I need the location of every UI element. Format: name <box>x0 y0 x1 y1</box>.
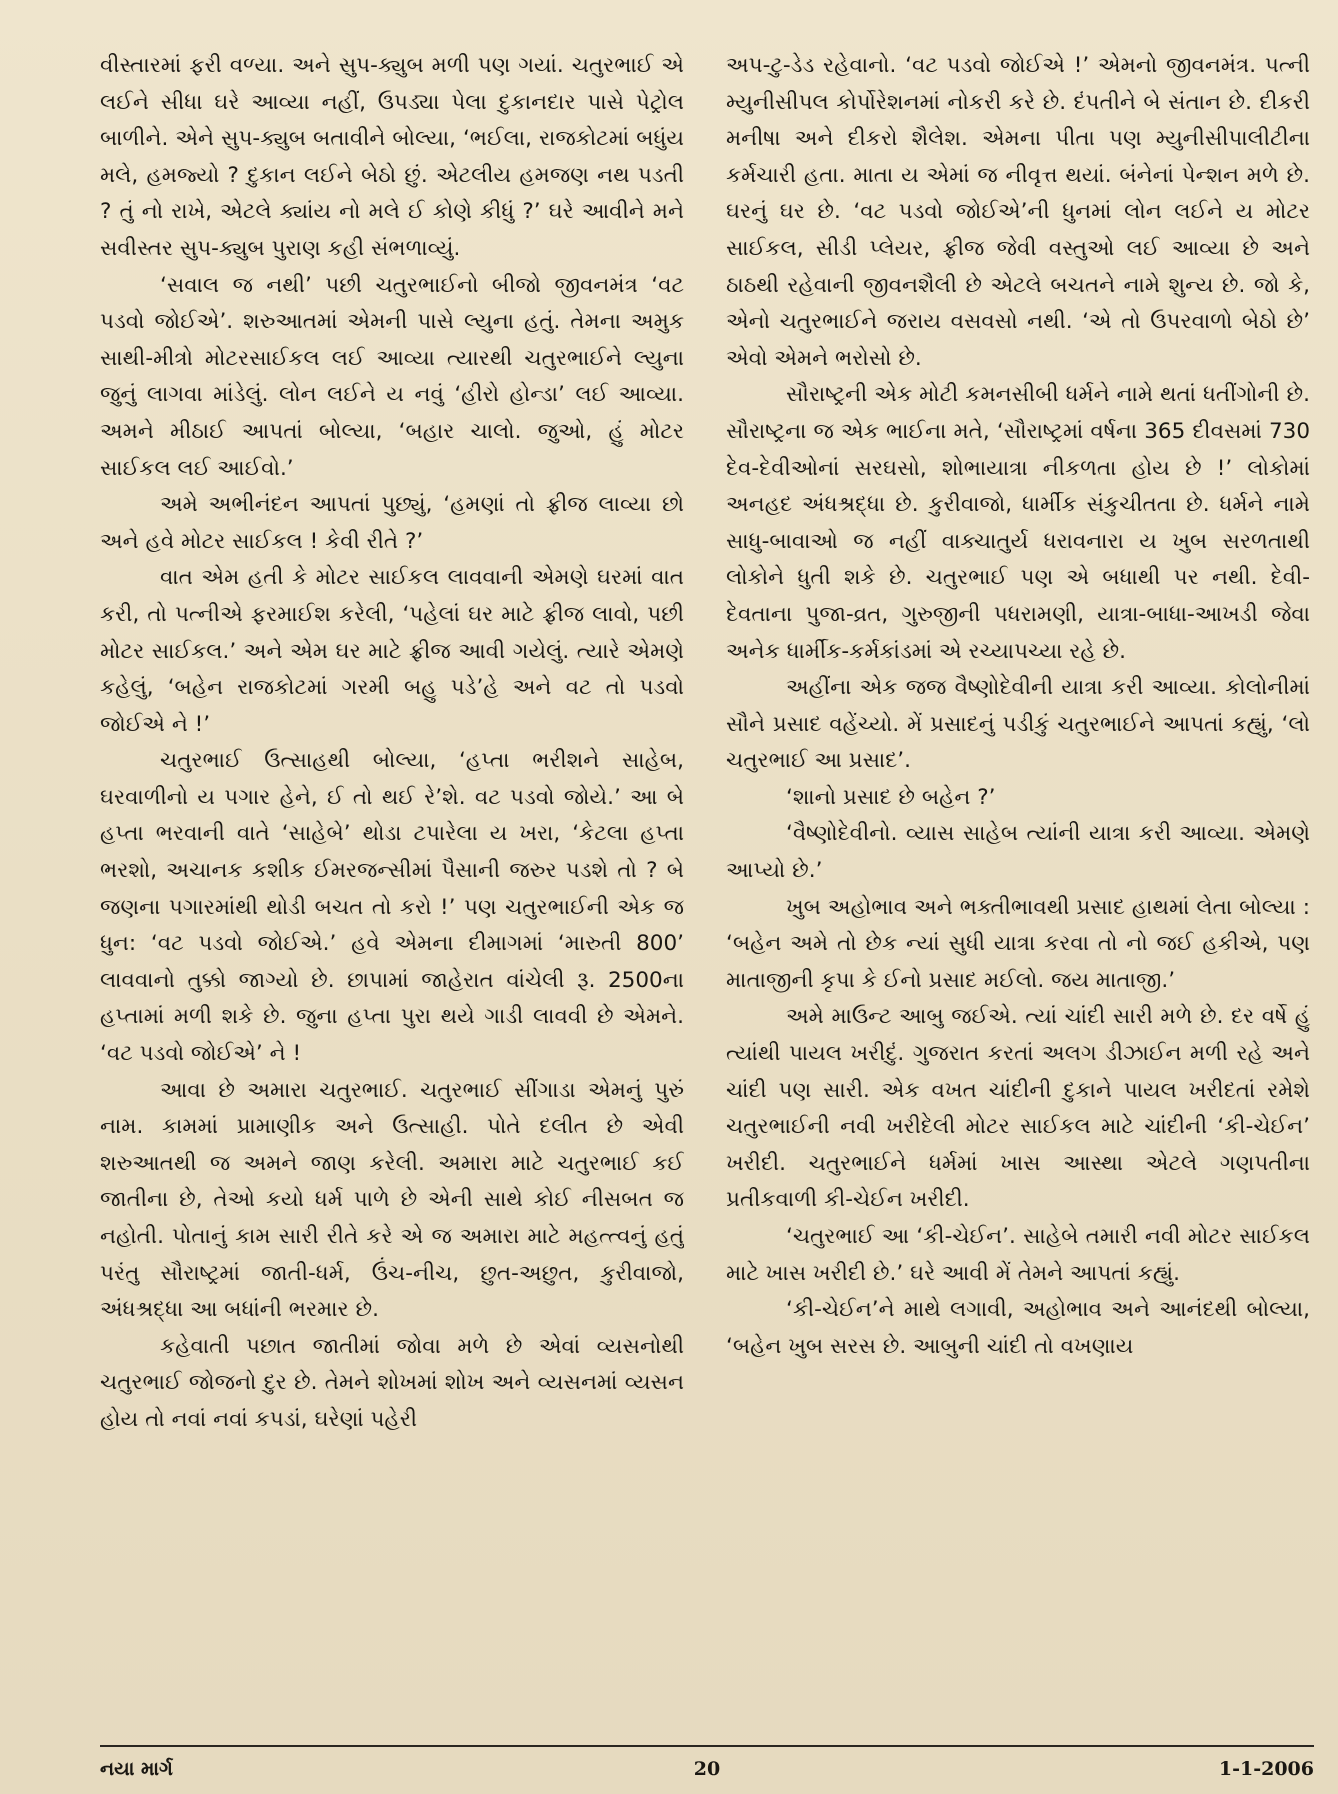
right-column <box>726 48 1310 1728</box>
paragraph: વીસ્તારમાં ફરી વળ્યા. અને સુપ-ક્યુબ મળી પણ ગયાં. ચતુરભાઈ એ લઈને સીધા ઘરે આવ્યા નહીં, ઉપડ્યા પેલા દુકાનદાર પાસે પેટ્રોલ બાળીને. એને સુપ-ક્યુબ બતાવીને બોલ્યા, ‘ભઈલા, રાજકોટમાં બધુંય મલે, હમજ્યો ? દુકાન લઈને બેઠો છું. એટલીય હમજણ નથ પડતી ? તું નો રાખે, એટલે ક્યાંય નો મલે ઈ કોણે કીધું ?’ ઘરે આવીને મને સવીસ્તર સુપ-ક્યુબ પુરાણ કહી સંભળાવ્યું. <box>100 53 684 261</box>
paragraph: સૌરાષ્ટ્રની એક મોટી કમનસીબી ધર્મને નામે થતાં ધતીંગોની છે. સૌરાષ્ટ્રના જ એક ભાઈના મતે, ‘સૌરાષ્ટ્રમાં વર્ષના 365 દીવસમાં 730 દેવ-દેવીઓનાં સરઘસો, શોભાયાત્રા નીકળતા હોય છે !’ લોકોમાં અનહદ અંધશ્રદ્ધા છે. કુરીવાજો, ધાર્મીક સંકુચીતતા છે. ધર્મને નામે સાધુ-બાવાઓ જ નહીં વાક્ચાતુર્ય ધરાવનારા ય ખુબ સરળતાથી લોકોને ધુતી શકે છે. ચતુરભાઈ પણ એ બધાથી પર નથી. દેવી-દેવતાના પુજા-વ્રત, ગુરુજીની પધરામણી, યાત્રા-બાધા-આખડી જેવા અનેક ધાર્મીક-કર્મકાંડમાં એ રચ્યાપચ્યા રહે છે. <box>726 382 1310 664</box>
paragraph: આવા છે અમારા ચતુરભાઈ. ચતુરભાઈ સીંગાડા એમનું પુરું નામ. કામમાં પ્રામાણીક અને ઉત્સાહી. પોતે દલીત છે એવી શરુઆતથી જ અમને જાણ કરેલી. અમારા માટે ચતુરભાઈ કઈ જાતીના છે, તેઓ કયો ધર્મ પાળે છે એની સાથે કોઈ નીસબત જ નહોતી. પોતાનું કામ સારી રીતે કરે એ જ અમારા માટે મહત્ત્વનું હતું પરંતુ સૌરાષ્ટ્રમાં જાતી-ધર્મ, ઉંચ-નીચ, છુત-અછુત, કુરીવાજો, અંધશ્રદ્ધા આ બધાંની ભરમાર છે. <box>100 1077 684 1323</box>
paragraph: ‘સવાલ જ નથી’ પછી ચતુરભાઈનો બીજો જીવનમંત્ર ‘વટ પડવો જોઈએ’. શરુઆતમાં એમની પાસે લ્યુના હતું. તેમના અમુક સાથી-મીત્રો મોટરસાઈકલ લઈ આવ્યા ત્યારથી ચતુરભાઈને લ્યુના જુનું લાગવા માંડેલું. લોન લઈને ય નવું ‘હીરો હોન્ડા’ લઈ આવ્યા. અમને મીઠાઈ આપતાં બોલ્યા, ‘બહાર ચાલો. જુઓ, હું મોટર સાઈકલ લઈ આઈવો.’ <box>100 272 684 481</box>
footer-rule <box>100 1745 1314 1747</box>
paragraph: ચતુરભાઈ ઉત્સાહથી બોલ્યા, ‘હપ્તા ભરીશને સાહેબ, ઘરવાળીનો ય પગાર હેને, ઈ તો થઈ રે’શે. વટ પડવો જોયે.’ આ બે હપ્તા ભરવાની વાતે ‘સાહેબે’ થોડા ટપારેલા ય ખરા, ‘કેટલા હપ્તા ભરશો, અચાનક કશીક ઈમરજન્સીમાં પૈસાની જરુર પડશે તો ? બે જણના પગારમાંથી થોડી બચત તો કરો !’ પણ ચતુરભાઈની એક જ ધુન: ‘વટ પડવો જોઈએ.’ હવે એમના દીમાગમાં ‘મારુતી 800’ લાવવાનો તુક્કો જાગ્યો છે. છાપામાં જાહેરાત વાંચેલી રૂ. 2500ના હપ્તામાં મળી શકે છે. જુના હપ્તા પુરા થયે ગાડી લાવવી છે એમને. ‘વટ પડવો જોઈએ’ ને ! <box>100 748 684 1067</box>
page-number: 20 <box>693 1758 721 1780</box>
paragraph: અપ-ટુ-ડેડ રહેવાનો. ‘વટ પડવો જોઈએ !’ એમનો જીવનમંત્ર. પત્ની મ્યુનીસીપલ કોર્પોરેશનમાં નોકરી કરે છે. દંપતીને બે સંતાન છે. દીકરી મનીષા અને દીકરો શૈલેશ. એમના પીતા પણ મ્યુનીસીપાલીટીના કર્મચારી હતા. માતા ય એમાં જ નીવૃત્ત થયાં. બંનેનાં પેન્શન મળે છે. ઘરનું ઘર છે. ‘વટ પડવો જોઈએ’ની ધુનમાં લોન લઈને ય મોટર સાઈકલ, સીડી પ્લેયર, ફ્રીજ જેવી વસ્તુઓ લઈ આવ્યા છે અને ઠાઠથી રહેવાની જીવનશૈલી છે એટલે બચતને નામે શુન્ય છે. જો કે, એનો ચતુરભાઈને જરાય વસવસો નથી. ‘એ તો ઉપરવાળો બેઠો છે’ એવો એમને ભરોસો છે. <box>726 53 1310 371</box>
paragraph: ‘વૈષ્ણોદેવીનો. વ્યાસ સાહેબ ત્યાંની યાત્રા કરી આવ્યા. એમણે આપ્યો છે.’ <box>726 821 1310 884</box>
paragraph: વાત એમ હતી કે મોટર સાઈકલ લાવવાની એમણે ઘરમાં વાત કરી, તો પત્નીએ ફરમાઈશ કરેલી, ‘પહેલાં ઘર માટે ફ્રીજ લાવો, પછી મોટર સાઈકલ.’ અને એમ ઘર માટે ફ્રીજ આવી ગયેલું. ત્યારે એમણે કહેલું, ‘બહેન રાજકોટમાં ગરમી બહુ પડે’હે અને વટ તો પડવો જોઈએ ને !’ <box>100 565 684 737</box>
left-column <box>100 48 684 1728</box>
paragraph: અહીંના એક જજ વૈષ્ણોદેવીની યાત્રા કરી આવ્યા. કોલોનીમાં સૌને પ્રસાદ વહેંચ્યો. મેં પ્રસાદનું પડીકું ચતુરભાઈને આપતાં કહ્યું, ‘લો ચતુરભાઈ આ પ્રસાદ’. <box>726 675 1310 774</box>
paragraph: કહેવાતી પછાત જાતીમાં જોવા મળે છે એવાં વ્યસનોથી ચતુરભાઈ જોજનો દુર છે. તેમને શોખમાં શોખ અને વ્યસનમાં વ્યસન હોય તો નવાં નવાં કપડાં, ઘરેણાં પહેરી <box>100 1333 684 1432</box>
page-footer <box>100 1752 1314 1786</box>
paragraph: અમે અભીનંદન આપતાં પુછ્યું, ‘હમણાં તો ફ્રીજ લાવ્યા છો અને હવે મોટર સાઈકલ ! કેવી રીતે ?’ <box>100 492 684 554</box>
paragraph: અમે માઉન્ટ આબુ જઈએ. ત્યાં ચાંદી સારી મળે છે. દર વર્ષે હું ત્યાંથી પાયલ ખરીદું. ગુજરાત કરતાં અલગ ડીઝાઈન મળી રહે અને ચાંદી પણ સારી. એક વખત ચાંદીની દુકાને પાયલ ખરીદતાં રમેશે ચતુરભાઈની નવી ખરીદેલી મોટર સાઈકલ માટે ચાંદીની ‘કી-ચેઈન’ ખરીદી. ચતુરભાઈને ધર્મમાં ખાસ આસ્થા એટલે ગણપતીના પ્રતીકવાળી કી-ચેઈન ખરીદી. <box>726 1004 1310 1213</box>
paragraph: ખુબ અહોભાવ અને ભક્તીભાવથી પ્રસાદ હાથમાં લેતા બોલ્યા : ‘બહેન અમે તો છેક ન્યાં સુધી યાત્રા કરવા તો નો જઈ હકીએ, પણ માતાજીની કૃપા કે ઈનો પ્રસાદ મઈલો. જય માતાજી.’ <box>726 894 1310 993</box>
issue-date: 1-1-2006 <box>1218 1758 1314 1780</box>
paragraph: ‘કી-ચેઈન’ને માથે લગાવી, અહોભાવ અને આનંદથી બોલ્યા, ‘બહેન ખુબ સરસ છે. આબુની ચાંદી તો વખણાય <box>726 1297 1310 1359</box>
paragraph: ‘ચતુરભાઈ આ ‘કી-ચેઈન’. સાહેબે તમારી નવી મોટર સાઈકલ માટે ખાસ ખરીદી છે.’ ઘરે આવી મેં તેમને આપતાં કહ્યું. <box>726 1224 1310 1286</box>
paragraph: ‘શાનો પ્રસાદ છે બહેન ?’ <box>786 784 996 810</box>
magazine-title: નયા માર્ગ <box>100 1758 173 1780</box>
article-body <box>100 48 1310 1728</box>
